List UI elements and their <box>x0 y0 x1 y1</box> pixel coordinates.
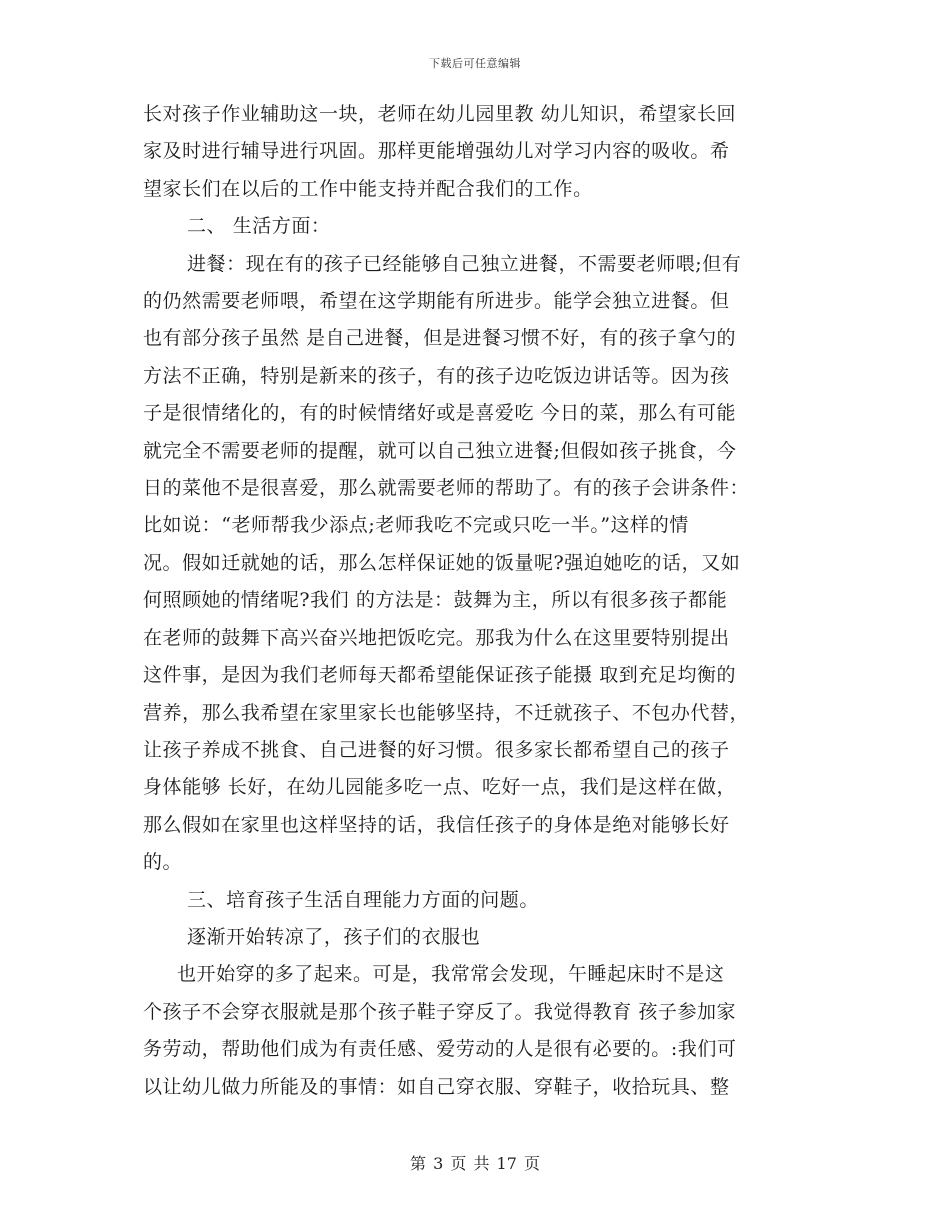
text-line: 子是很情绪化的，有的时候情绪好或是喜爱吃 今日的菜，那么有可能 <box>143 402 737 425</box>
text-line: 个孩子不会穿衣服就是那个孩子鞋子穿反了。我觉得教育 孩子参加家 <box>143 1000 737 1023</box>
document-body <box>143 96 811 1106</box>
text-line: 比如说：“老师帮我少添点;老师我吃不完或只吃一半。”这样的情 <box>143 514 689 537</box>
text-line: 进餐：现在有的孩子已经能够自己独立进餐，不需要老师喂;但有 <box>187 252 742 275</box>
text-line: 也开始穿的多了起来。可是，我常常会发现，午睡起床时不是这 <box>177 963 725 986</box>
page-header: 下载后可任意编辑 <box>429 57 521 70</box>
text-line: 望家长们在以后的工作中能支持并配合我们的工作。 <box>143 177 593 200</box>
text-line: 况。假如迁就她的话，那么怎样保证她的饭量呢?强迫她吃的话，又如 <box>143 551 741 574</box>
text-line: 方法不正确，特别是新来的孩子，有的孩子边吃饭边讲话等。因为孩 <box>143 364 730 387</box>
text-line: 身体能够 长好，在幼儿园能多吃一点、吃好一点，我们是这样在做， <box>143 776 737 799</box>
page-footer: 第 3 页 共 17 页 <box>410 1154 540 1173</box>
text-line: 家及时进行辅导进行巩固。那样更能增强幼儿对学习内容的吸收。希 <box>143 140 730 163</box>
text-line: 也有部分孩子虽然 是自己进餐，但是进餐习惯不好，有的孩子拿勺的 <box>143 327 737 350</box>
text-line: 在老师的鼓舞下高兴奋兴地把饭吃完。那我为什么在这里要特别提出 <box>143 626 730 649</box>
text-line: 长对孩子作业辅助这一块，老师在幼儿园里教 幼儿知识，希望家长回 <box>143 103 737 125</box>
text-line: 那么假如在家里也这样坚持的话，我信任孩子的身体是绝对能够长好 <box>143 813 730 836</box>
text-line: 的。 <box>143 851 183 874</box>
text-line: 务劳动，帮助他们成为有责任感、爱劳动的人是很有必要的。:我们可 <box>143 1038 737 1061</box>
section-heading: 三、培育孩子生活自理能力方面的问题。 <box>187 888 539 911</box>
text-line: 营养，那么我希望在家里家长也能够坚持，不迁就孩子、不包办代替， <box>143 701 750 724</box>
text-line: 日的菜他不是很喜爱，那么就需要老师的帮助了。有的孩子会讲条件： <box>143 477 750 500</box>
text-line: 这件事，是因为我们老师每天都希望能保证孩子能摄 取到充足均衡的 <box>143 664 737 687</box>
section-heading: 二、 生活方面： <box>187 215 331 238</box>
text-line: 的仍然需要老师喂，希望在这学期能有所进步。能学会独立进餐。但 <box>143 290 730 313</box>
text-line: 就完全不需要老师的提醒，就可以自己独立进餐;但假如孩子挑食，今 <box>143 439 737 462</box>
text-line: 让孩子养成不挑食、自己进餐的好习惯。很多家长都希望自己的孩子 <box>143 738 730 761</box>
text-line: 逐渐开始转凉了，孩子们的衣服也 <box>187 925 481 948</box>
text-line: 何照顾她的情绪呢?我们 的方法是：鼓舞为主，所以有很多孩子都能 <box>143 589 728 612</box>
text-line: 以让幼儿做力所能及的事情：如自己穿衣服、穿鞋子，收拾玩具、整 <box>143 1075 730 1098</box>
